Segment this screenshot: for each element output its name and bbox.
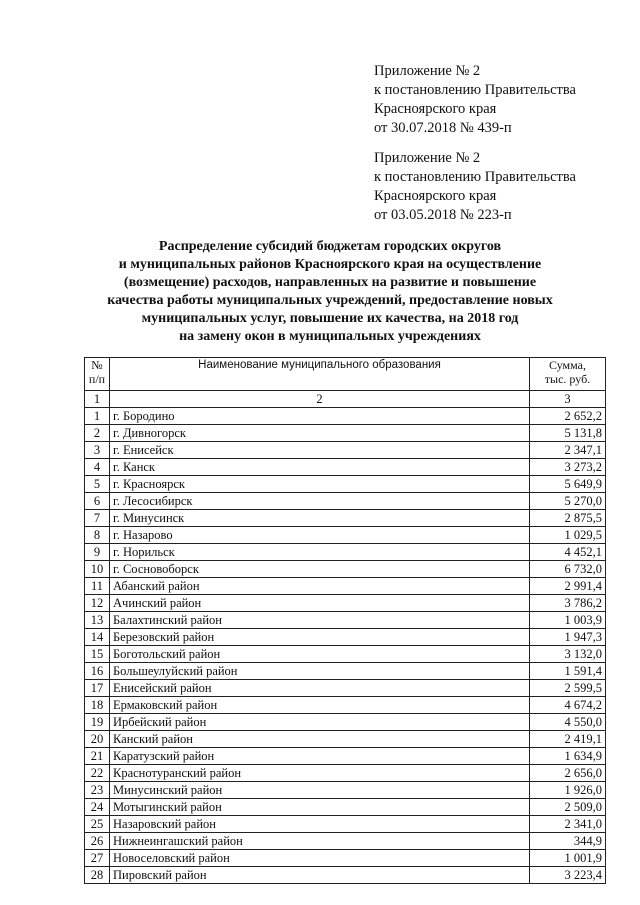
table-row (85, 578, 606, 595)
appendix-authority: Красноярского края (374, 188, 497, 204)
subsidy-amount-cell: 1 591,4 (530, 663, 606, 680)
subsidy-amount-cell: 5 649,9 (530, 476, 606, 493)
municipality-name-cell: Каратузский район (110, 748, 530, 765)
title-line: Распределение субсидий бюджетам городских округов (158, 239, 502, 254)
row-number-cell: 9 (85, 544, 110, 561)
municipality-name-cell: Ермаковский район (110, 697, 530, 714)
column-index-cell: 3 (530, 391, 606, 408)
municipality-name-cell: Пировский район (110, 867, 530, 884)
subsidy-amount-cell: 2 991,4 (530, 578, 606, 595)
table-row (85, 527, 606, 544)
subsidy-amount-cell: 1 003,9 (530, 612, 606, 629)
subsidy-amount-cell: 2 419,1 (530, 731, 606, 748)
table-row (85, 799, 606, 816)
subsidy-amount-cell: 344,9 (530, 833, 606, 850)
subsidy-amount-cell: 4 550,0 (530, 714, 606, 731)
column-index-cell: 1 (85, 391, 110, 408)
row-number-cell: 12 (85, 595, 110, 612)
column-header-sum-label: Сумма, (549, 358, 586, 372)
municipality-name-cell: г. Дивногорск (110, 425, 530, 442)
table-row (85, 748, 606, 765)
title-line: муниципальных услуг, повышение их качества, на 2018 год (141, 311, 519, 326)
municipality-name-cell: г. Норильск (110, 544, 530, 561)
row-number-cell: 3 (85, 442, 110, 459)
row-number-cell: 28 (85, 867, 110, 884)
municipality-name-cell: Березовский район (110, 629, 530, 646)
row-number-cell: 24 (85, 799, 110, 816)
municipality-name-cell: Балахтинский район (110, 612, 530, 629)
table-row (85, 833, 606, 850)
table-row (85, 680, 606, 697)
municipality-name-cell: Новоселовский район (110, 850, 530, 867)
table-row (85, 459, 606, 476)
column-header-number (85, 358, 110, 391)
row-number-cell: 15 (85, 646, 110, 663)
row-number-cell: 8 (85, 527, 110, 544)
row-number-cell: 22 (85, 765, 110, 782)
municipality-name-cell: г. Канск (110, 459, 530, 476)
row-number-cell: 10 (85, 561, 110, 578)
row-number-cell: 14 (85, 629, 110, 646)
document-title (60, 238, 600, 346)
municipality-name-cell: г. Енисейск (110, 442, 530, 459)
table-row (85, 544, 606, 561)
subsidy-amount-cell: 4 674,2 (530, 697, 606, 714)
row-number-cell: 1 (85, 408, 110, 425)
row-number-cell: 17 (85, 680, 110, 697)
table-row (85, 765, 606, 782)
subsidy-amount-cell: 4 452,1 (530, 544, 606, 561)
table-row (85, 867, 606, 884)
appendix-label: Приложение № 2 (374, 63, 481, 79)
appendix-reference: к постановлению Правительства (374, 169, 576, 185)
row-number-cell: 26 (85, 833, 110, 850)
municipality-name-cell: г. Лесосибирск (110, 493, 530, 510)
subsidy-amount-cell: 1 634,9 (530, 748, 606, 765)
municipality-name-cell: г. Сосновоборск (110, 561, 530, 578)
column-header-sum (530, 358, 606, 391)
appendix-date-number: от 30.07.2018 № 439-п (374, 120, 512, 136)
municipality-name-cell: Нижнеингашский район (110, 833, 530, 850)
subsidy-amount-cell: 2 875,5 (530, 510, 606, 527)
municipality-name-cell: г. Минусинск (110, 510, 530, 527)
subsidy-amount-cell: 5 270,0 (530, 493, 606, 510)
table-row (85, 782, 606, 799)
table-row (85, 561, 606, 578)
subsidy-amount-cell: 6 732,0 (530, 561, 606, 578)
table-body (85, 408, 606, 884)
municipality-name-cell: Енисейский район (110, 680, 530, 697)
appendix-header-original (374, 149, 576, 225)
municipality-name-cell: Ирбейский район (110, 714, 530, 731)
row-number-cell: 5 (85, 476, 110, 493)
row-number-cell: 18 (85, 697, 110, 714)
municipality-name-cell: г. Бородино (110, 408, 530, 425)
row-number-cell: 4 (85, 459, 110, 476)
subsidy-amount-cell: 1 029,5 (530, 527, 606, 544)
table-row (85, 442, 606, 459)
subsidy-amount-cell: 2 341,0 (530, 816, 606, 833)
table-row (85, 697, 606, 714)
row-number-cell: 23 (85, 782, 110, 799)
subsidy-amount-cell: 3 786,2 (530, 595, 606, 612)
row-number-cell: 19 (85, 714, 110, 731)
subsidy-amount-cell: 1 001,9 (530, 850, 606, 867)
column-header-sum-unit: тыс. руб. (544, 372, 591, 386)
table-row (85, 850, 606, 867)
subsidy-amount-cell: 1 926,0 (530, 782, 606, 799)
row-number-cell: 16 (85, 663, 110, 680)
table-row (85, 663, 606, 680)
title-line: (возмещение) расходов, направленных на развитие и повышение (123, 275, 537, 290)
title-line: и муниципальных районов Красноярского края на осуществление (118, 257, 542, 272)
appendix-authority: Красноярского края (374, 101, 497, 117)
distribution-table (84, 357, 606, 884)
column-header-name: Наименование муниципального образования (110, 358, 530, 391)
appendix-header-current (374, 62, 576, 138)
municipality-name-cell: г. Назарово (110, 527, 530, 544)
title-line: на замену окон в муниципальных учреждениях (179, 329, 481, 344)
table-header-row (85, 358, 606, 391)
table-row (85, 595, 606, 612)
subsidy-amount-cell: 5 131,8 (530, 425, 606, 442)
row-number-cell: 25 (85, 816, 110, 833)
table-row (85, 816, 606, 833)
table-row (85, 408, 606, 425)
municipality-name-cell: Абанский район (110, 578, 530, 595)
subsidy-amount-cell: 2 509,0 (530, 799, 606, 816)
table-row (85, 714, 606, 731)
subsidy-amount-cell: 2 656,0 (530, 765, 606, 782)
table-row (85, 425, 606, 442)
table-row (85, 476, 606, 493)
column-index-row (85, 391, 606, 408)
column-index-cell: 2 (110, 391, 530, 408)
subsidy-amount-cell: 2 347,1 (530, 442, 606, 459)
table-row (85, 629, 606, 646)
appendix-date-number: от 03.05.2018 № 223-п (374, 207, 512, 223)
subsidy-amount-cell: 2 599,5 (530, 680, 606, 697)
table-row (85, 510, 606, 527)
subsidy-amount-cell: 3 273,2 (530, 459, 606, 476)
municipality-name-cell: Канский район (110, 731, 530, 748)
row-number-cell: 20 (85, 731, 110, 748)
municipality-name-cell: Краснотуранский район (110, 765, 530, 782)
subsidy-amount-cell: 1 947,3 (530, 629, 606, 646)
municipality-name-cell: Минусинский район (110, 782, 530, 799)
table-row (85, 493, 606, 510)
subsidy-amount-cell: 3 223,4 (530, 867, 606, 884)
row-number-cell: 7 (85, 510, 110, 527)
row-number-cell: 6 (85, 493, 110, 510)
municipality-name-cell: Большеулуйский район (110, 663, 530, 680)
subsidy-amount-cell: 3 132,0 (530, 646, 606, 663)
municipality-name-cell: Назаровский район (110, 816, 530, 833)
row-number-cell: 13 (85, 612, 110, 629)
municipality-name-cell: Боготольский район (110, 646, 530, 663)
row-number-cell: 11 (85, 578, 110, 595)
municipality-name-cell: г. Красноярск (110, 476, 530, 493)
table-row (85, 646, 606, 663)
table-row (85, 612, 606, 629)
row-number-cell: 2 (85, 425, 110, 442)
column-header-number-abbr: п/п (88, 372, 106, 386)
municipality-name-cell: Ачинский район (110, 595, 530, 612)
column-header-number-sign: № (91, 358, 103, 372)
subsidy-amount-cell: 2 652,2 (530, 408, 606, 425)
appendix-label: Приложение № 2 (374, 150, 481, 166)
table-row (85, 731, 606, 748)
row-number-cell: 27 (85, 850, 110, 867)
title-line: качества работы муниципальных учреждений, предоставление новых (107, 293, 553, 308)
municipality-name-cell: Мотыгинский район (110, 799, 530, 816)
row-number-cell: 21 (85, 748, 110, 765)
appendix-reference: к постановлению Правительства (374, 82, 576, 98)
